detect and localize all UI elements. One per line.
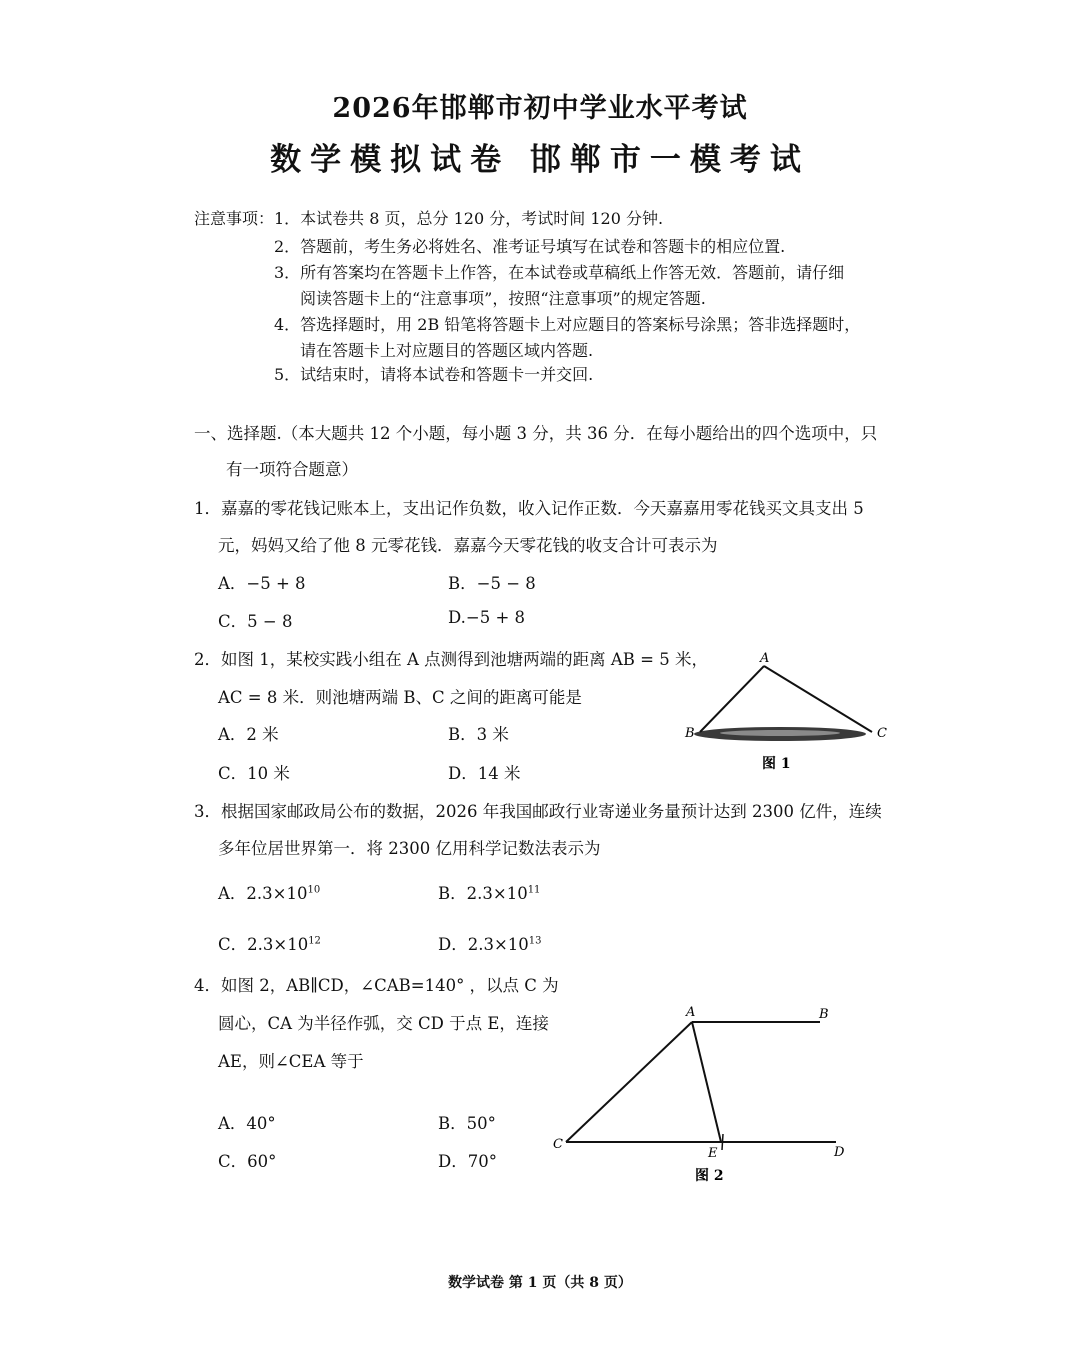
q1-option-d: D.−5 + 8 <box>448 608 526 627</box>
q3-option-c: C．$2.3\times 10^{12}$ <box>218 935 321 954</box>
segment-ab <box>700 666 764 732</box>
q4-option-d: D．70° <box>438 1152 497 1171</box>
notice-item: 1．本试卷共 8 页，总分 120 分，考试时间 120 分钟. <box>274 209 664 228</box>
figure-1-pond <box>680 648 900 778</box>
q4-stem: 4．如图 2，AB∥CD，∠CAB=140° ，以点 C 为 <box>194 976 559 995</box>
notice-item: 2．答题前，考生务必将姓名、准考证号填写在试卷和答题卡的相应位置. <box>274 237 786 256</box>
arc-mark-e <box>722 1134 723 1150</box>
q3-stem-cont: 多年位居世界第一．将 2300 亿用科学记数法表示为 <box>218 839 601 858</box>
q4-option-b: B．50° <box>438 1114 496 1133</box>
q2-option-c: C．10 米 <box>218 764 290 783</box>
notice-item: 4．答选择题时，用 2B 铅笔将答题卡上对应题目的答案标号涂黑；答非选择题时， <box>274 315 861 334</box>
q2-option-d: D．14 米 <box>448 764 521 783</box>
label-a: A <box>760 651 770 666</box>
q2-option-b: B．3 米 <box>448 725 509 744</box>
segment-ca <box>566 1022 692 1142</box>
label-b: B <box>685 726 695 741</box>
figure-1-caption: 图 1 <box>762 756 791 772</box>
q4-option-c: C．60° <box>218 1152 277 1171</box>
label-c: C <box>877 726 887 741</box>
q2-stem: 2．如图 1，某校实践小组在 A 点测得到池塘两端的距离 AB = 5 米， <box>194 650 708 669</box>
q4-option-a: A．40° <box>218 1114 276 1133</box>
q1-stem: 1．嘉嘉的零花钱记账本上，支出记作负数，收入记作正数．今天嘉嘉用零花钱买文具支出 5 <box>194 499 864 518</box>
q1-option-c: C．5 − 8 <box>218 612 293 631</box>
notice-item: 5．试结束时，请将本试卷和答题卡一并交回. <box>274 365 594 384</box>
q4-stem-cont2: AE，则∠CEA 等于 <box>218 1052 364 1071</box>
section-heading: 一、选择题.（本大题共 12 个小题，每小题 3 分，共 36 分．在每小题给出的四个选项中，只 <box>194 424 878 443</box>
notice-label: 注意事项： <box>194 209 275 228</box>
pond-highlight <box>720 730 840 736</box>
segment-ac <box>764 666 872 732</box>
section-heading-cont: 有一项符合题意） <box>226 460 358 479</box>
q1-stem-cont: 元，妈妈又给了他 8 元零花钱．嘉嘉今天零花钱的收支合计可表示为 <box>218 536 718 555</box>
segment-ae <box>692 1022 721 1142</box>
q2-stem-cont: AC = 8 米．则池塘两端 B、C 之间的距离可能是 <box>218 688 582 707</box>
q2-option-a: A．2 米 <box>218 725 279 744</box>
label-d: D <box>834 1145 845 1160</box>
exam-title: 2026年邯郸市初中学业水平考试 <box>332 93 748 124</box>
notice-item: 3．所有答案均在答题卡上作答，在本试卷或草稿纸上作答无效．答题前，请仔细 <box>274 263 845 282</box>
label-e: E <box>708 1146 718 1161</box>
q1-option-a: A．−5 + 8 <box>218 574 306 593</box>
q4-stem-cont: 圆心，CA 为半径作弧，交 CD 于点 E，连接 <box>218 1014 549 1033</box>
figure-2-caption: 图 2 <box>695 1168 724 1184</box>
page-footer: 数学试卷 第 1 页（共 8 页） <box>448 1275 632 1291</box>
notice-item: 请在答题卡上对应题目的答题区域内答题. <box>300 341 594 360</box>
q3-option-a: A．$2.3\times 10^{10}$ <box>218 884 321 903</box>
label-c: C <box>553 1137 563 1152</box>
figure-2-geometry <box>540 1000 860 1190</box>
q3-option-b: B．$2.3\times 10^{11}$ <box>438 884 541 903</box>
q3-stem: 3．根据国家邮政局公布的数据，2026 年我国邮政行业寄递业务量预计达到 2300 亿件，连续 <box>194 802 882 821</box>
label-a: A <box>686 1005 696 1020</box>
exam-subtitle: 数学模拟试卷 邯郸市一模考试 <box>270 142 810 178</box>
q3-option-d: D．$2.3\times 10^{13}$ <box>438 935 542 954</box>
notice-item: 阅读答题卡上的“注意事项”，按照“注意事项”的规定答题. <box>300 289 706 308</box>
q1-option-b: B．−5 − 8 <box>448 574 536 593</box>
label-b: B <box>819 1007 829 1022</box>
